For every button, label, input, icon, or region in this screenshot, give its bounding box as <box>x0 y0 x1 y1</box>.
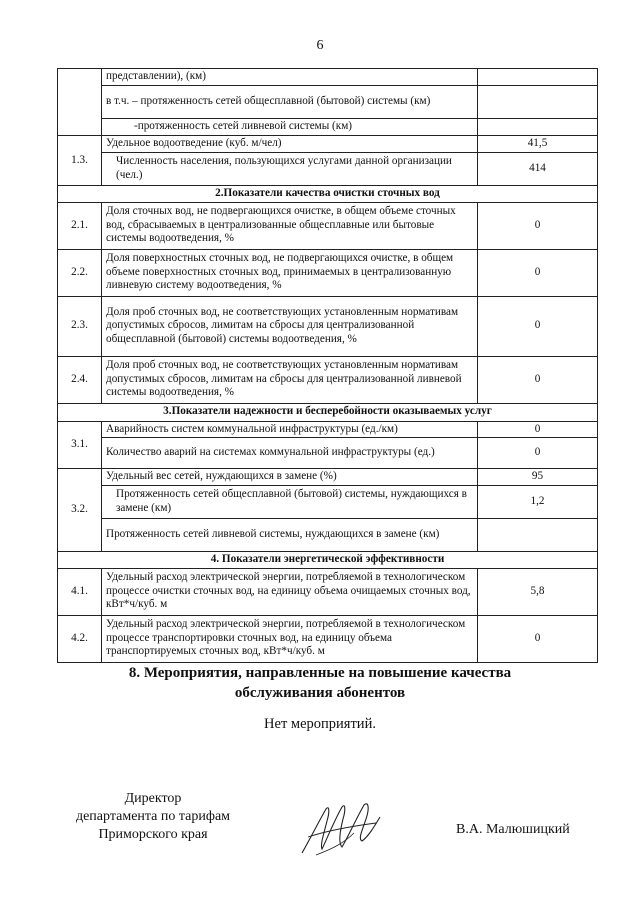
row-text: Количество аварий на системах коммунальной инфраструктуры (ед.) <box>102 438 478 469</box>
table-row <box>58 438 598 469</box>
table-section-row <box>58 185 598 202</box>
signer-title-line: Приморского края <box>98 827 208 843</box>
table-row <box>58 421 598 438</box>
row-value: 0 <box>478 202 598 249</box>
row-text: Численность населения, пользующихся услугами данной организации (чел.) <box>102 152 478 185</box>
table-row <box>58 568 598 615</box>
table-row <box>58 249 598 296</box>
row-value: 414 <box>478 152 598 185</box>
table-row <box>58 152 598 185</box>
no-measures-text: Нет мероприятий. <box>264 716 376 732</box>
row-value: 0 <box>478 438 598 469</box>
table-row <box>58 136 598 153</box>
signer-title-line: департамента по тарифам <box>75 809 231 825</box>
row-value <box>478 518 598 551</box>
row-value: 1,2 <box>478 485 598 518</box>
heading-line: обслуживания абонентов <box>234 684 406 701</box>
table-section-row <box>58 551 598 568</box>
row-text: представлении), (км) <box>102 69 478 86</box>
table-row <box>58 86 598 119</box>
row-text: в т.ч. – протяженность сетей общесплавной (бытовой) системы (км) <box>102 86 478 119</box>
row-text: Доля сточных вод, не подвергающихся очистке, в общем объеме сточных вод, сбрасываемых в централизованные общесплавные или бытовые системы водоотведения, % <box>102 202 478 249</box>
section-heading: 3.Показатели надежности и бесперебойности оказываемых услуг <box>58 403 598 421</box>
row-number: 2.3. <box>58 296 102 356</box>
signer-name: В.А. Малюшицкий <box>456 822 570 837</box>
row-text: Удельный вес сетей, нуждающихся в замене (%) <box>102 469 478 486</box>
row-value: 0 <box>478 356 598 403</box>
table-row <box>58 485 598 518</box>
row-value: 0 <box>478 421 598 438</box>
handwritten-signature <box>296 797 386 859</box>
signer-title <box>58 790 248 845</box>
row-value <box>478 119 598 136</box>
signer-title-line: Директор <box>124 791 182 806</box>
row-text: Доля поверхностных сточных вод, не подвергающихся очистке, в общем объеме поверхностных сточных вод, принимаемых в централизованную ливневую систему водоотведения, % <box>102 249 478 296</box>
table-row <box>58 356 598 403</box>
section-8-heading <box>0 664 640 703</box>
row-value: 0 <box>478 296 598 356</box>
table-row <box>58 518 598 551</box>
table-row <box>58 296 598 356</box>
row-number <box>58 69 102 136</box>
row-value: 5,8 <box>478 568 598 615</box>
row-text: Протяженность сетей ливневой системы, нуждающихся в замене (км) <box>102 518 478 551</box>
table-row <box>58 69 598 86</box>
row-number: 2.2. <box>58 249 102 296</box>
table-section-row <box>58 403 598 421</box>
table-row <box>58 202 598 249</box>
row-value <box>478 69 598 86</box>
row-number: 1.3. <box>58 136 102 186</box>
row-value: 0 <box>478 615 598 662</box>
row-value: 41,5 <box>478 136 598 153</box>
row-value <box>478 86 598 119</box>
row-text: Удельный расход электрической энергии, потребляемой в технологическом процессе транспортировки сточных вод, на единицу объема транспортируемых сточных вод, кВт*ч/куб. м <box>102 615 478 662</box>
row-text: Аварийность систем коммунальной инфраструктуры (ед./км) <box>102 421 478 438</box>
row-text: Удельный расход электрической энергии, потребляемой в технологическом процессе очистки сточных вод, на единицу объема очищаемых сточных вод, кВт*ч/куб. м <box>102 568 478 615</box>
row-value: 95 <box>478 469 598 486</box>
row-text: -протяженность сетей ливневой системы (км) <box>102 119 478 136</box>
row-number: 4.2. <box>58 615 102 662</box>
indicators-table <box>57 68 598 663</box>
row-number: 2.1. <box>58 202 102 249</box>
table-row <box>58 469 598 486</box>
row-number: 2.4. <box>58 356 102 403</box>
table-row <box>58 119 598 136</box>
row-text: Протяженность сетей общесплавной (бытовой) системы, нуждающихся в замене (км) <box>102 485 478 518</box>
table-row <box>58 615 598 662</box>
row-number: 3.2. <box>58 469 102 552</box>
heading-line: 8. Мероприятия, направленные на повышение качества <box>128 665 512 681</box>
section-heading: 2.Показатели качества очистки сточных вод <box>58 185 598 202</box>
row-number: 4.1. <box>58 568 102 615</box>
row-value: 0 <box>478 249 598 296</box>
row-text: Доля проб сточных вод, не соответствующих установленным нормативам допустимых сбросов, лимитам на сбросы для централизованной общесплавной (бытовой) системы водоотведения, % <box>102 296 478 356</box>
row-text: Удельное водоотведение (куб. м/чел) <box>102 136 478 153</box>
row-text: Доля проб сточных вод, не соответствующих установленным нормативам допустимых сбросов, лимитам на сбросы для централизованной ливневой системы водоотведения, % <box>102 356 478 403</box>
row-number: 3.1. <box>58 421 102 469</box>
section-heading: 4. Показатели энергетической эффективности <box>58 551 598 568</box>
page-number: 6 <box>316 38 324 53</box>
